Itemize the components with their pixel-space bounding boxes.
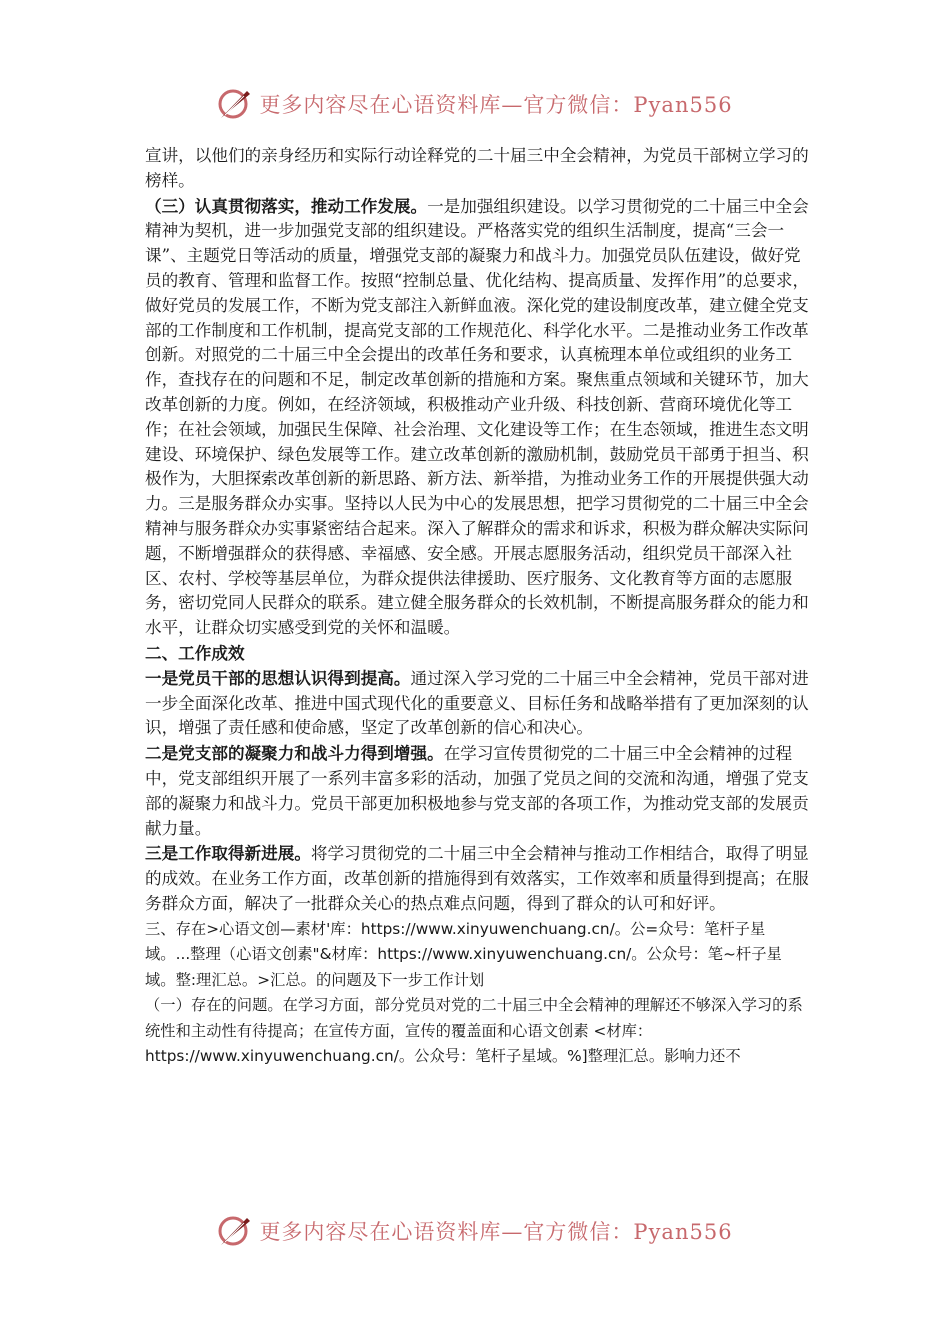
paragraph (145, 666, 810, 741)
document-body (145, 144, 810, 1070)
header-banner-text: 更多内容尽在心语资料库—官方微信：Pyan556 (259, 93, 733, 117)
paragraph (145, 194, 810, 641)
paragraph: 宣讲，以他们的亲身经历和实际行动诠释党的二十届三中全会精神，为党员干部树立学习的榜样。 (145, 146, 809, 190)
paragraph: （一）存在的问题。在学习方面，部分党员对党的二十届三中全会精神的理解还不够深入学习的系统性和主动性有待提高；在宣传方面，宣传的覆盖面和心语文创素 <材库：https://www.xinyuwenchuang.cn/。公众号：笔杆子星域。%]整理汇总。影响力还不 (145, 996, 803, 1066)
paragraph-text: 通过深入学习党的二十届三中全会精神，党员干部对进一步全面深化改革、推进中国式现代化的重要意义、目标任务和战略举措有了更加深刻的认识，增强了责任感和使命感，坚定了改革创新的信心和决心。 (145, 668, 809, 738)
section-heading: 二、工作成效 (145, 642, 245, 663)
paragraph-text: 一是加强组织建设。以学习贯彻党的二十届三中全会精神为契机，进一步加强党支部的组织建设。严格落实党的组织生活制度，提高“三会一课”、主题党日等活动的质量，增强党支部的凝聚力和战斗力。加强党员队伍建设，做好党员的教育、管理和监督工作。按照“控制总量、优化结构、提高质量、发挥作用”的总要求，做好党员的发展工作，不断为党支部注入新鲜血液。深化党的建设制度改革，建立健全党支部的工作制度和工作机制，提高党支部的工作规范化、科学化水平。二是推动业务工作改革创新。对照党的二十届三中全会提出的改革任务和要求，认真梳理本单位或组织的业务工作，查找存在的问题和不足，制定改革创新的措施和方案。聚焦重点领域和关键环节，加大改革创新的力度。例如，在经济领域，积极推动产业升级、科技创新、营商环境优化等工作；在社会领域，加强民生保障、社会治理、文化建设等工作；在生态领域，推进生态文明建设、环境保护、绿色发展等工作。建立改革创新的激励机制，鼓励党员干部勇于担当、积极作为，大胆探索改革创新的新思路、新方法、新举措，为推动业务工作的开展提供强大动力。三是服务群众办实事。坚持以人民为中心的发展思想，把学习贯彻党的二十届三中全会精神与服务群众办实事紧密结合起来。深入了解群众的需求和诉求，积极为群众解决实际问题，不断增强群众的获得感、幸福感、安全感。开展志愿服务活动，组织党员干部深入社区、农村、学校等基层单位，为群众提供法律援助、医疗服务、文化教育等方面的志愿服务，密切党同人民群众的联系。建立健全服务群众的长效机制，不断提高服务群众的能力和水平，让群众切实感受到党的关怀和温暖。 (145, 196, 810, 638)
paragraph-text: 将学习贯彻党的二十届三中全会精神与推动工作相结合，取得了明显的成效。在业务工作方面，改革创新的措施得到有效落实，工作效率和质量得到提高；在服务群众方面，解决了一批群众关心的热点难点问题，得到了群众的认可和好评。 (145, 844, 809, 913)
paragraph-lead: 二是党支部的凝聚力和战斗力得到增强。 (145, 743, 444, 764)
section-heading: （三）认真贯彻落实，推动工作发展。 (145, 195, 428, 216)
paragraph (145, 741, 810, 841)
paragraph-lead: 一是党员干部的思想认识得到提高。 (145, 667, 411, 688)
paragraph-lead: 三是工作取得新进展。 (145, 843, 311, 864)
paragraph: 三、存在>心语文创—素材'库：https://www.xinyuwenchuang.cn/。公=众号：笔杆子星域。...整理（心语文创素"&材库：https://www.xinyuwenchuang.cn/。公众号：笔~杆子星域。整:理汇总。>汇总。的问题及下一步工作计划 (145, 919, 782, 989)
quill-logo-icon (217, 1213, 253, 1249)
paragraph (145, 841, 810, 916)
header-banner (0, 82, 950, 126)
footer-banner-text: 更多内容尽在心语资料库—官方微信：Pyan556 (259, 1220, 733, 1244)
paragraph-text: 在学习宣传贯彻党的二十届三中全会精神的过程中，党支部组织开展了一系列丰富多彩的活动，加强了党员之间的交流和沟通，增强了党支部的凝聚力和战斗力。党员干部更加积极地参与党支部的各项工作，为推动党支部的发展贡献力量。 (145, 744, 809, 838)
footer-banner (0, 1209, 950, 1253)
quill-logo-icon (217, 86, 253, 122)
